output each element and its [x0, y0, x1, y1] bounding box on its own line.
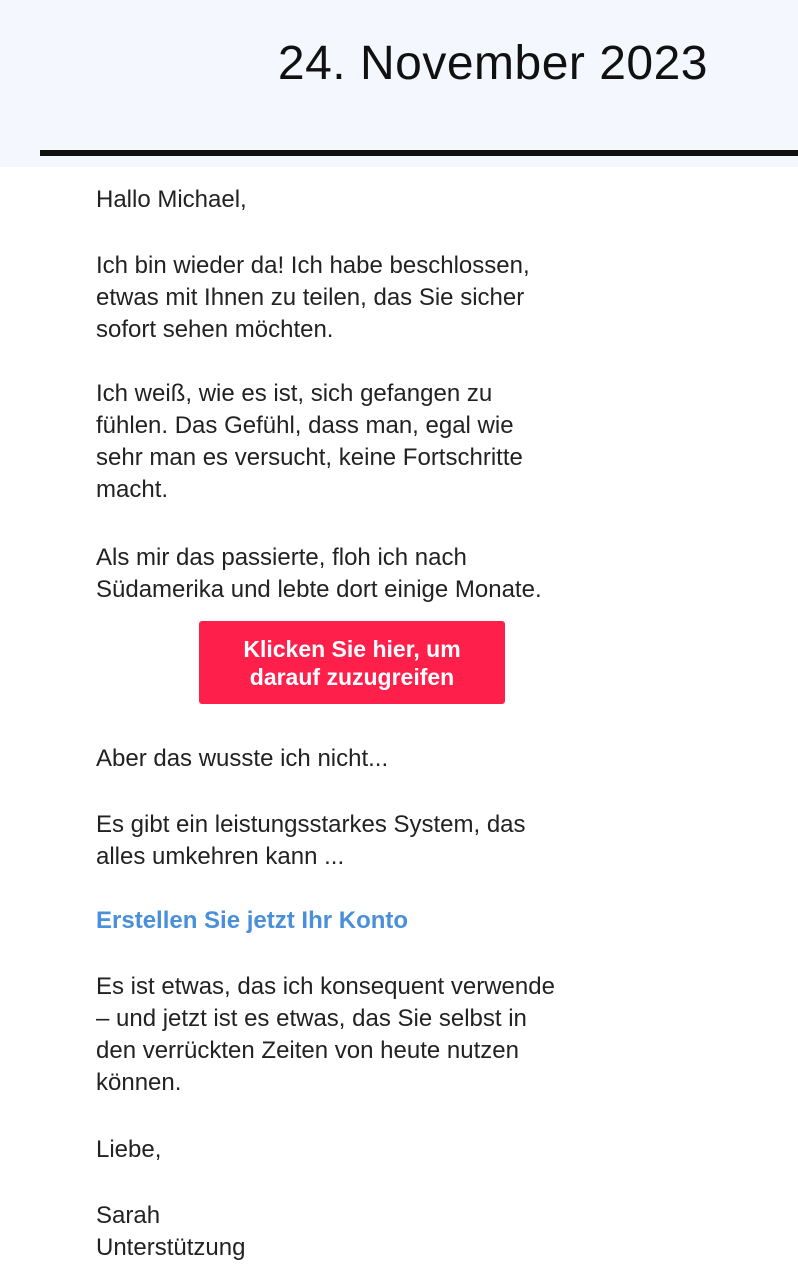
greeting: Hallo Michael,: [96, 186, 247, 213]
header-divider: [40, 150, 798, 156]
paragraph-intro: Ich bin wieder da! Ich habe beschlossen, etwas mit Ihnen zu teilen, das Sie sicher sofort sehen möchten.: [96, 252, 530, 343]
paragraph-didnt-know: Aber das wusste ich nicht...: [96, 745, 389, 772]
signature-title: Unterstützung: [96, 1234, 246, 1261]
closing: Liebe,: [96, 1136, 162, 1163]
signature-name: Sarah: [96, 1202, 161, 1229]
paragraph-south-america: Als mir das passierte, floh ich nach Südamerika und lebte dort einige Monate.: [96, 544, 542, 603]
access-button[interactable]: Klicken Sie hier, um darauf zuzugreifen: [199, 621, 505, 704]
paragraph-consistent-use: Es ist etwas, das ich konsequent verwende – und jetzt ist es etwas, das Sie selbst in den verrückten Zeiten von heute nutzen können.: [96, 973, 555, 1096]
paragraph-feeling: Ich weiß, wie es ist, sich gefangen zu fühlen. Das Gefühl, dass man, egal wie sehr man es versucht, keine Fortschritte macht.: [96, 380, 523, 503]
create-account-link[interactable]: Erstellen Sie jetzt Ihr Konto: [96, 907, 409, 934]
email-header: [0, 0, 798, 167]
paragraph-system: Es gibt ein leistungsstarkes System, das alles umkehren kann ...: [96, 811, 526, 870]
email-date: 24. November 2023: [277, 37, 708, 90]
